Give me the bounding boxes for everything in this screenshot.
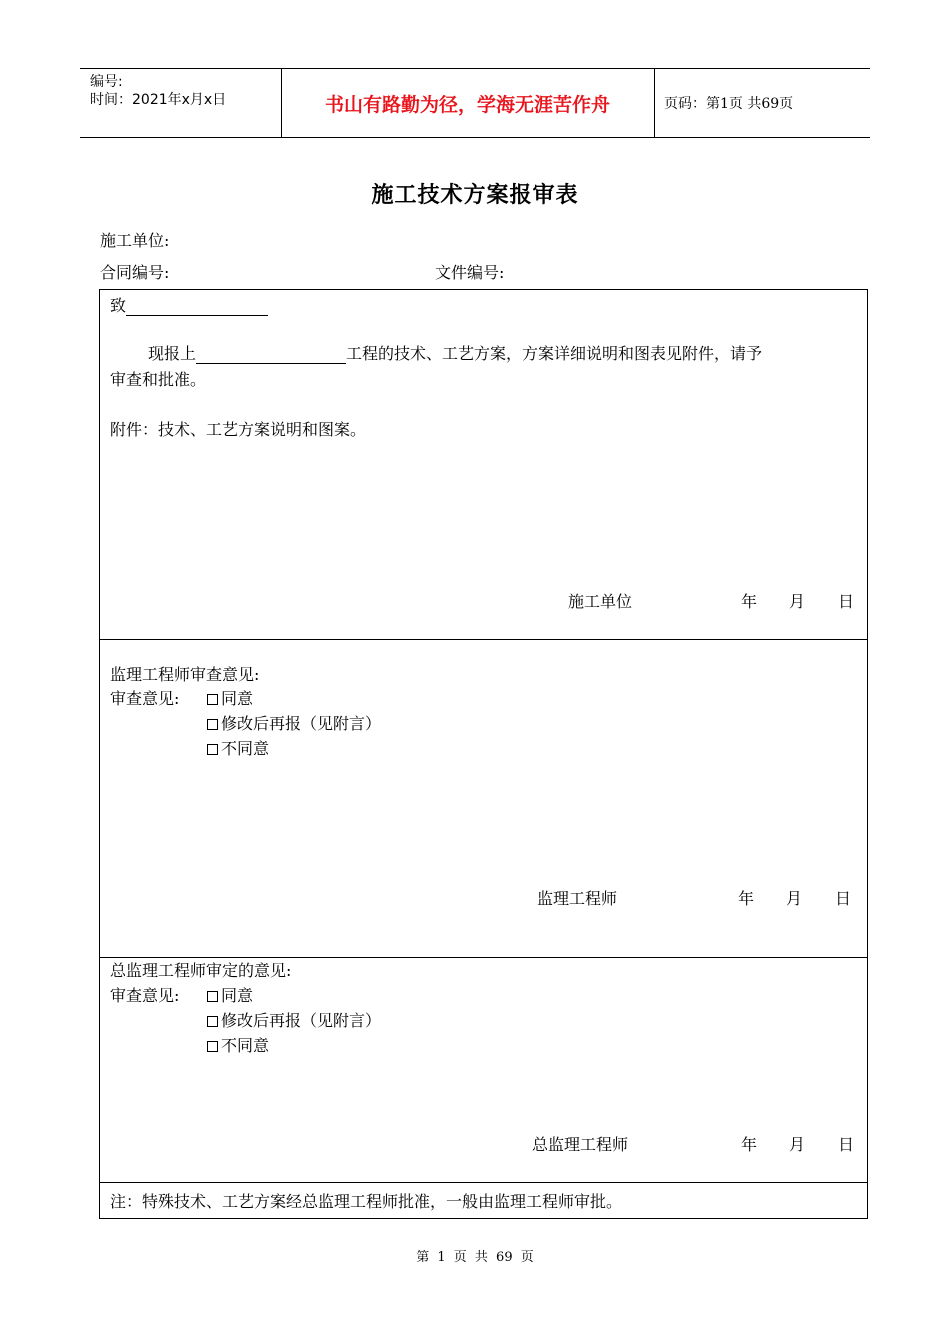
signer-label: 施工单位 — [568, 592, 633, 611]
signer-label: 监理工程师 — [537, 889, 618, 908]
to-blank[interactable] — [126, 297, 268, 316]
option-disagree[interactable] — [207, 1036, 269, 1056]
file-no-label: 文件编号: — [435, 263, 505, 282]
approval-form — [99, 289, 868, 1219]
note: 注：特殊技术、工艺方案经总监理工程师批准，一般由监理工程师审批。 — [110, 1192, 623, 1211]
submission-section — [100, 290, 867, 640]
time-label: 时间：2021年x月x日 — [90, 92, 227, 108]
option-revise[interactable] — [207, 714, 381, 734]
checkbox[interactable] — [207, 719, 218, 730]
option-label: 修改后再报（见附言） — [221, 1011, 382, 1030]
body-suffix: 工程的技术、工艺方案，方案详细说明和图表见附件，请予 — [346, 344, 763, 363]
body-prefix: 现报上 — [148, 344, 197, 363]
option-revise[interactable] — [207, 1011, 381, 1031]
project-blank[interactable] — [196, 345, 346, 364]
option-label: 修改后再报（见附言） — [221, 714, 382, 733]
option-agree[interactable] — [207, 689, 253, 709]
day-label: 日 — [838, 1135, 855, 1154]
month-label: 月 — [786, 889, 803, 908]
month-label: 月 — [789, 592, 806, 611]
body-line-2: 审查和批准。 — [110, 370, 207, 389]
checkbox[interactable] — [207, 991, 218, 1002]
year-label: 年 — [741, 1135, 758, 1154]
day-label: 日 — [835, 889, 852, 908]
to-line — [110, 296, 268, 316]
header-left — [90, 73, 226, 109]
option-disagree[interactable] — [207, 739, 269, 759]
option-agree[interactable] — [207, 986, 253, 1006]
header-divider — [654, 69, 655, 137]
checkbox[interactable] — [207, 744, 218, 755]
signer-label: 总监理工程师 — [532, 1135, 629, 1154]
checkbox[interactable] — [207, 694, 218, 705]
year-label: 年 — [741, 592, 758, 611]
opinion-label: 审查意见: — [110, 986, 180, 1005]
number-label: 编号: — [90, 74, 123, 90]
day-label: 日 — [838, 592, 855, 611]
checkbox[interactable] — [207, 1016, 218, 1027]
option-label: 同意 — [221, 986, 254, 1005]
month-label: 月 — [789, 1135, 806, 1154]
checkbox[interactable] — [207, 1041, 218, 1052]
year-label: 年 — [738, 889, 755, 908]
opinion-label: 审查意见: — [110, 689, 180, 708]
document-title: 施工技术方案报审表 — [371, 182, 579, 208]
body-line-1 — [148, 344, 762, 364]
chief-review-section — [100, 957, 867, 1183]
option-label: 不同意 — [221, 1036, 270, 1055]
option-label: 不同意 — [221, 739, 270, 758]
construction-unit-label: 施工单位: — [100, 231, 170, 250]
option-label: 同意 — [221, 689, 254, 708]
to-label: 致 — [110, 296, 127, 315]
contract-no-label: 合同编号: — [100, 263, 170, 282]
supervisor-review-section — [100, 639, 867, 958]
section-heading: 监理工程师审查意见: — [110, 665, 260, 684]
attachment-text: 附件：技术、工艺方案说明和图案。 — [110, 420, 367, 439]
motto: 书山有路勤为径，学海无涯苦作舟 — [324, 93, 610, 116]
section-heading: 总监理工程师审定的意见: — [110, 961, 292, 980]
page-header — [80, 68, 870, 138]
page-footer: 第 1 页 共 69 页 — [416, 1250, 534, 1265]
page-info: 页码：第1页 共69页 — [664, 96, 794, 112]
